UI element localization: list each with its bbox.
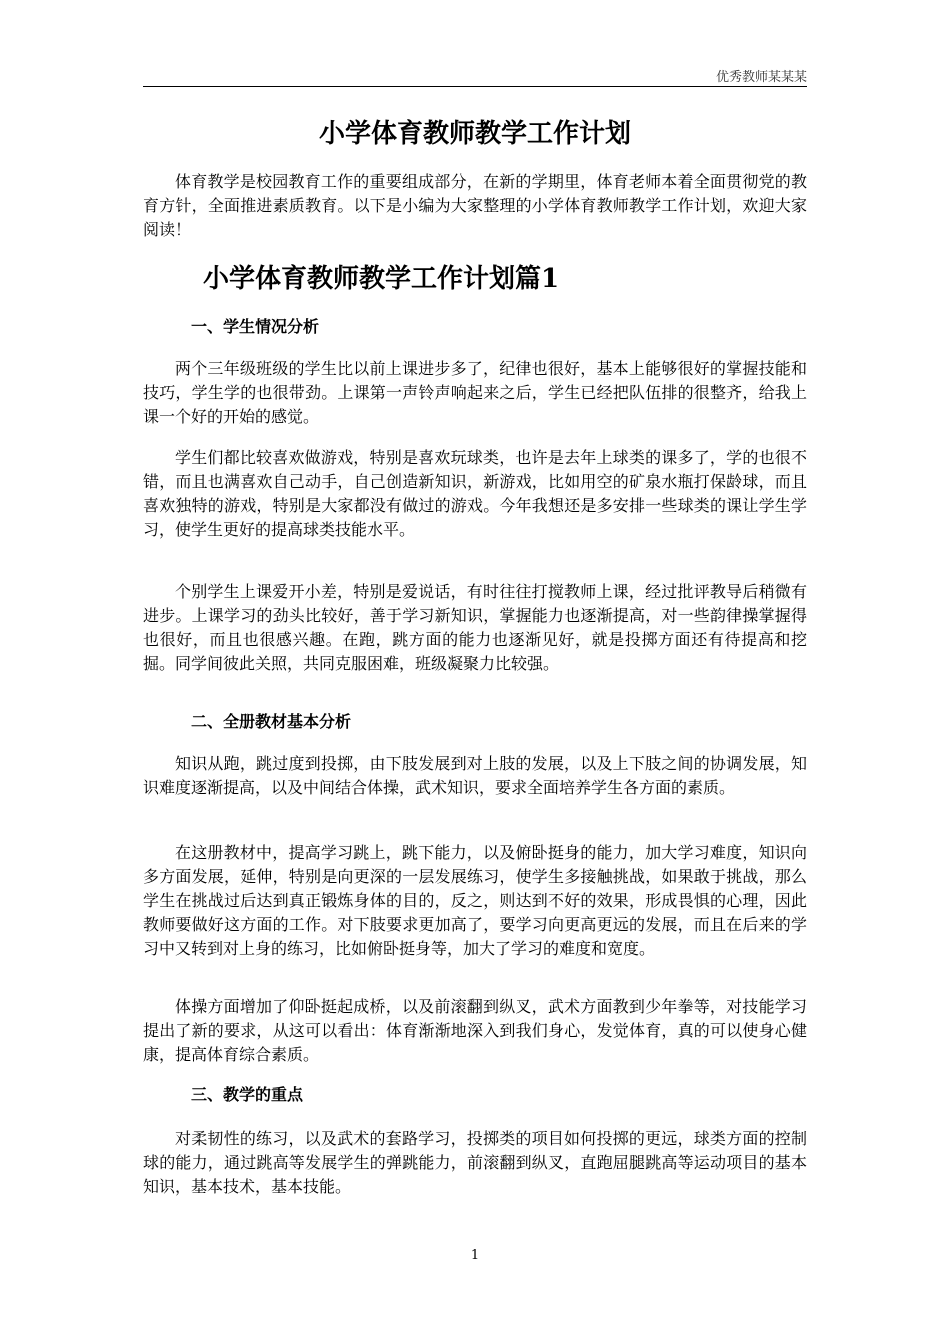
subsection-heading-3: 三、教学的重点: [191, 1085, 304, 1104]
page-number: 1: [470, 1248, 480, 1263]
section-heading: 小学体育教师教学工作计划篇1: [203, 264, 560, 294]
paragraph-1-1: 两个三年级班级的学生比以前上课进步多了，纪律也很好，基本上能够很好的掌握技能和技巧，学生学的也很带劲。上课第一声铃声响起来之后，学生已经把队伍排的很整齐，给我上课一个好的开始的感觉。: [143, 359, 807, 426]
paragraph-1-2: 学生们都比较喜欢做游戏，特别是喜欢玩球类，也许是去年上球类的课多了，学的也很不错，而且也满喜欢自己动手，自己创造新知识，新游戏，比如用空的矿泉水瓶打保龄球，而且喜欢独特的游戏，特别是大家都没有做过的游戏。今年我想还是多安排一些球类的课让学生学习，使学生更好的提高球类技能水平。: [143, 448, 807, 539]
paragraph-1-3: 个别学生上课爱开小差，特别是爱说话，有时往往打搅教师上课，经过批评教导后稍微有进步。上课学习的劲头比较好，善于学习新知识，掌握能力也逐渐提高，对一些韵律操掌握得也很好，而且也很感兴趣。在跑，跳方面的能力也逐渐见好，就是投掷方面还有待提高和挖掘。同学间彼此关照，共同克服困难，班级凝聚力比较强。: [143, 582, 807, 673]
paragraph-2-1: 知识从跑，跳过度到投掷，由下肢发展到对上肢的发展，以及上下肢之间的协调发展，知识难度逐渐提高，以及中间结合体操，武术知识，要求全面培养学生各方面的素质。: [143, 754, 807, 797]
intro-paragraph: 体育教学是校园教育工作的重要组成部分，在新的学期里，体育老师本着全面贯彻党的教育方针，全面推进素质教育。以下是小编为大家整理的小学体育教师教学工作计划，欢迎大家阅读！: [143, 172, 807, 239]
page-header: [143, 64, 807, 87]
paragraph-2-2: 在这册教材中，提高学习跳上，跳下能力，以及俯卧挺身的能力，加大学习难度，知识向多方面发展，延伸，特别是向更深的一层发展练习，使学生多接触挑战，如果敢于挑战，那么学生在挑战过后达到真正锻炼身体的目的，反之，则达到不好的效果，形成畏惧的心理，因此教师要做好这方面的工作。对下肢要求更加高了，要学习向更高更远的发展，而且在后来的学习中又转到对上身的练习，比如俯卧挺身等，加大了学习的难度和宽度。: [143, 843, 807, 958]
document-title: 小学体育教师教学工作计划: [318, 119, 631, 149]
subsection-heading-2: 二、全册教材基本分析: [191, 712, 352, 731]
paragraph-3-1: 对柔韧性的练习，以及武术的套路学习，投掷类的项目如何投掷的更远，球类方面的控制球的能力，通过跳高等发展学生的弹跳能力，前滚翻到纵叉，直跑屈腿跳高等运动项目的基本知识，基本技术，基本技能。: [143, 1129, 807, 1196]
paragraph-2-3: 体操方面增加了仰卧挺起成桥，以及前滚翻到纵叉，武术方面教到少年拳等，对技能学习提出了新的要求，从这可以看出：体育渐渐地深入到我们身心，发觉体育，真的可以使身心健康，提高体育综合素质。: [143, 997, 807, 1064]
header-text: 优秀教师某某某: [715, 70, 807, 85]
subsection-heading-1: 一、学生情况分析: [191, 317, 320, 336]
